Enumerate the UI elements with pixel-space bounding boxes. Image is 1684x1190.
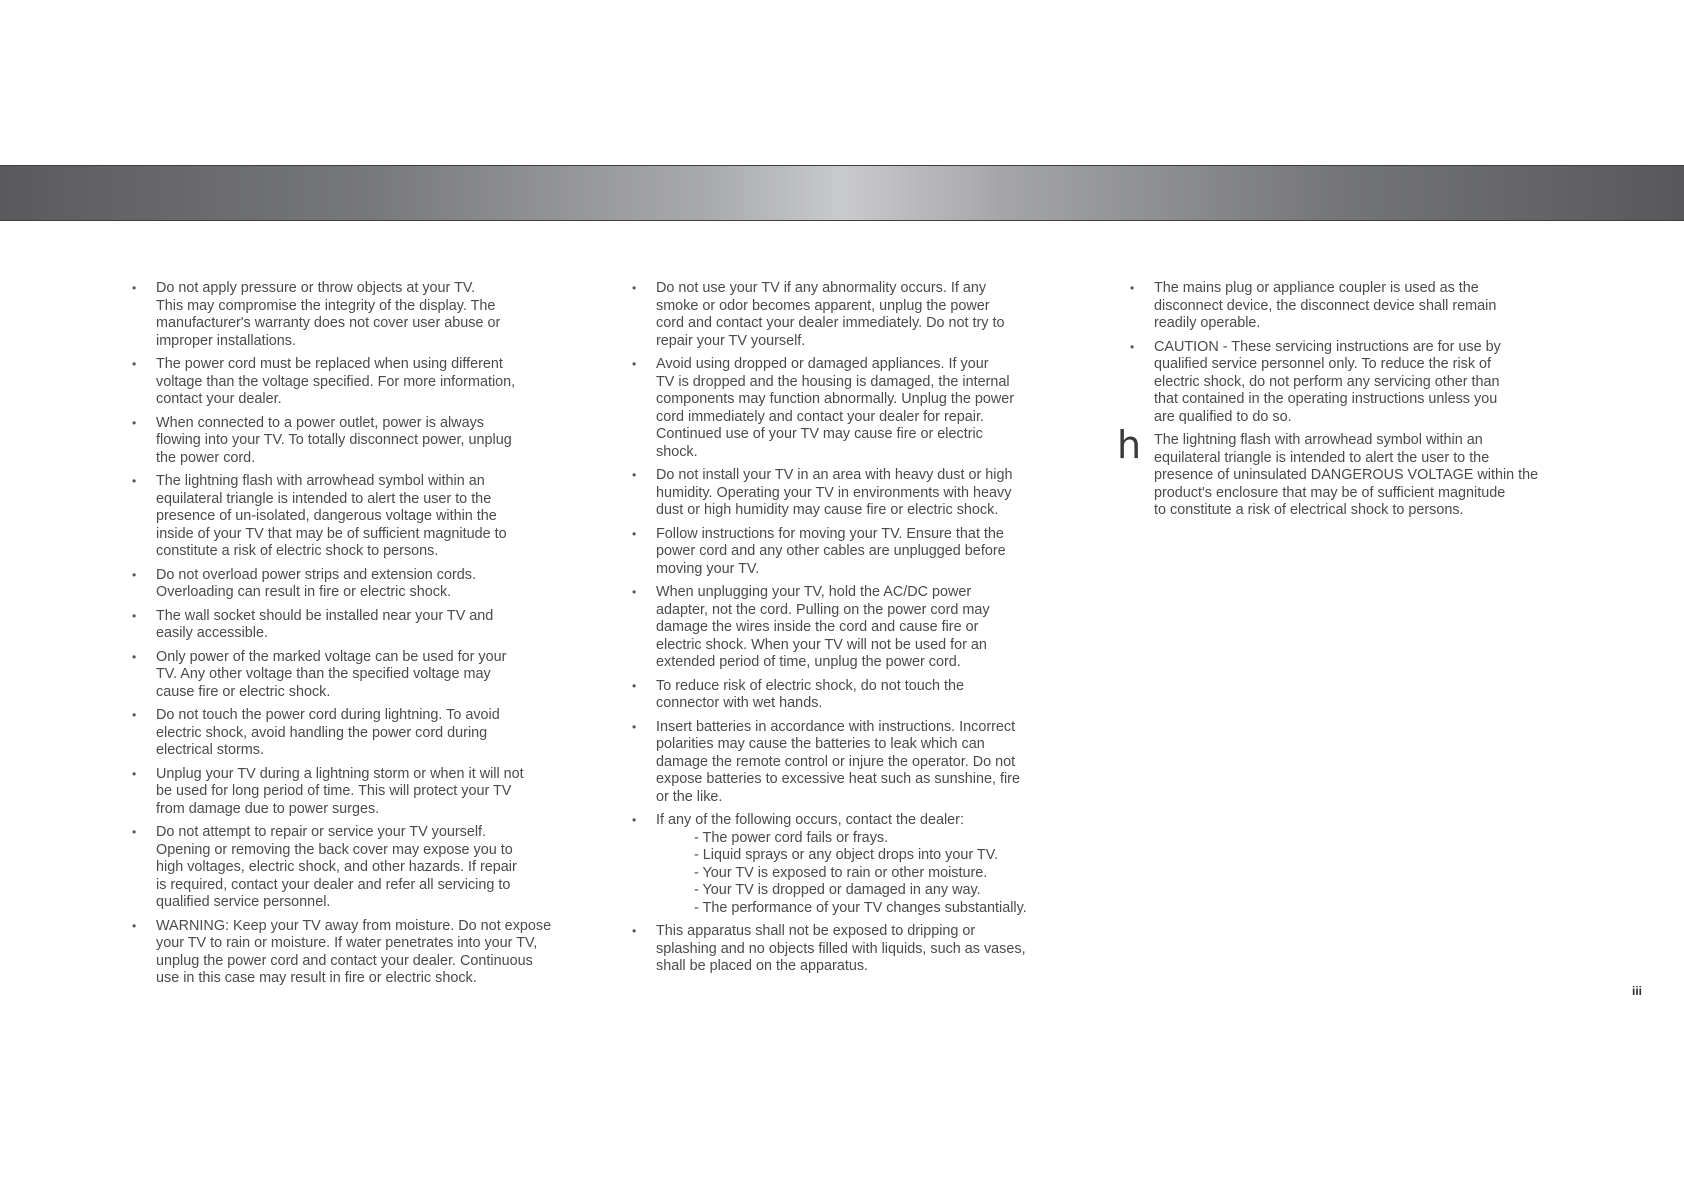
list-item [130,473,585,561]
list-item [130,415,585,468]
item-text: Unplug your TV during a lightning storm or when it will not be used for long period of time. This will protect your TV from damage due to power surges. [156,765,524,817]
item-text: WARNING: Keep your TV away from moisture. Do not expose your TV to rain or moisture. If water penetrates into your TV, unplug the power cord and contact your dealer. Continuous use in this case may result in fire or electric shock. [156,917,552,986]
bullet: • [1130,281,1135,295]
dealer-conditions-item [630,812,1085,917]
item-text: Do not use your TV if any abnormality occurs. If any smoke or odor becomes apparent, unplug the power cord and contact your dealer immediately. Do not try to repair your TV yourself. [656,280,1005,349]
item-text: Follow instructions for moving your TV. Ensure that the power cord and any other cables are unplugged before moving your TV. [656,525,1006,577]
bullet: • [132,357,137,371]
list-item [130,766,585,819]
bullet: • [132,608,137,623]
bullet: • [132,281,137,295]
bullet: • [132,649,137,664]
item-text: When unplugging your TV, hold the AC/DC power adapter, not the cord. Pulling on the power cord may damage the wires inside the cord and cause fire or electric shock. When your TV will not be used for an extended period of time, unplug the power cord. [656,584,990,670]
list-item [130,567,585,602]
item-text: The wall socket should be installed near your TV and easily accessible. [156,607,494,641]
bullet: • [632,357,637,371]
list-item [130,707,585,760]
lightning-warning-item [1117,423,1598,520]
lightning-warning-text: The lightning flash with arrowhead symbol within an equilateral triangle is intended to alert the user to the presence of uninsulated DANGEROUS VOLTAGE within the product's enclosure that may be of sufficient magnitude to constitute a risk of electrical shock to persons. [1154,432,1539,518]
safety-column-1 [130,280,585,994]
bullet: • [132,474,137,488]
bullet: • [1130,339,1135,354]
sub-list-item: - Your TV is dropped or damaged in any way. [694,882,981,898]
bullet: • [632,468,637,482]
lightning-warning-icon: h [1117,423,1142,467]
item-text: Do not attempt to repair or service your TV yourself. Opening or removing the back cover may expose you to high voltages, electric shock, and other hazards. If repair is required, contact your dealer and refer all servicing to qualified service personnel. [156,824,517,910]
item-text: Only power of the marked voltage can be used for your TV. Any other voltage than the specified voltage may cause fire or electric shock. [156,648,507,700]
dealer-intro: If any of the following occurs, contact the dealer: [656,812,964,828]
list-item [630,719,1085,807]
item-text: To reduce risk of electric shock, do not touch the connector with wet hands. [656,677,964,711]
list-item [630,678,1085,713]
list-item [130,918,585,988]
bullet: • [632,585,637,599]
item-text: Avoid using dropped or damaged appliances. If your TV is dropped and the housing is damaged, the internal components may function abnormally. Unplug the power cord immediately and contact your dealer for repair. Continued use of your TV may cause fire or electric shock. [656,356,1015,460]
list-item [130,824,585,912]
list-item [630,584,1085,672]
item-text: The mains plug or appliance coupler is used as the disconnect device, the disconnect device shall remain readily operable. [1154,280,1497,331]
list-item [630,526,1085,579]
page-number: iii [1632,984,1643,998]
list-item [1128,339,1598,427]
bullet: • [132,415,137,430]
list-item [130,649,585,702]
list-item [630,280,1085,350]
sub-list-item: - The power cord fails or frays. [694,829,889,846]
bullet: • [132,825,137,839]
list-item [130,280,585,350]
header-band [0,165,1684,221]
item-text: Do not touch the power cord during lightning. To avoid electric shock, avoid handling the power cord during electrical storms. [156,707,500,758]
sub-list-item: - The performance of your TV changes substantially. [694,899,1027,916]
safety-column-3 [1117,280,1598,520]
item-text: The power cord must be replaced when using different voltage than the voltage specified. For more information, contact your dealer. [156,356,516,407]
list-item [630,467,1085,520]
bullet: • [132,567,137,582]
list-item [130,608,585,643]
list-item [630,356,1085,461]
item-text: Do not install your TV in an area with heavy dust or high humidity. Operating your TV in environments with heavy dust or high humidity may cause fire or electric shock. [656,467,1013,518]
bullet: • [632,526,637,541]
dealer-conditions-list [656,830,1085,918]
item-text: Insert batteries in accordance with instructions. Incorrect polarities may cause the batteries to leak which can damage the remote control or injure the operator. Do not expose batteries to excessive heat such as sunshine, fire or the like. [656,718,1020,805]
item-text: Do not apply pressure or throw objects at your TV. This may compromise the integrity of the display. The manufacturer's warranty does not cover user abuse or improper installations. [156,280,501,349]
item-text: When connected to a power outlet, power is always flowing into your TV. To totally disconnect power, unplug the power cord. [156,414,512,466]
item-text: This apparatus shall not be exposed to dripping or splashing and no objects filled with liquids, such as vases, shall be placed on the apparatus. [656,923,1026,974]
item-text: The lightning flash with arrowhead symbol within an equilateral triangle is intended to alert the user to the presence of un-isolated, dangerous voltage within the inside of your TV that may be of sufficient magnitude to constitute a risk of electric shock to persons. [156,473,507,559]
bullet: • [132,918,137,933]
bullet: • [132,766,137,781]
sub-list-item: - Liquid sprays or any object drops into your TV. [694,847,998,863]
sub-list-item: - Your TV is exposed to rain or other moisture. [694,864,988,881]
bullet: • [632,281,637,295]
item-text: Do not overload power strips and extension cords. Overloading can result in fire or electric shock. [156,566,476,600]
list-item [130,356,585,409]
bullet: • [132,708,137,722]
bullet: • [632,924,637,938]
list-item [1128,280,1598,333]
bullet: • [632,678,637,693]
safety-column-2 [630,280,1085,982]
item-text: CAUTION - These servicing instructions are for use by qualified service personnel only. To reduce the risk of electric shock, do not perform any servicing other than that contained in the operating instructions unless you are qualified to do so. [1154,338,1501,425]
bullet: • [632,813,637,827]
bullet: • [632,719,637,734]
list-item [630,923,1085,976]
